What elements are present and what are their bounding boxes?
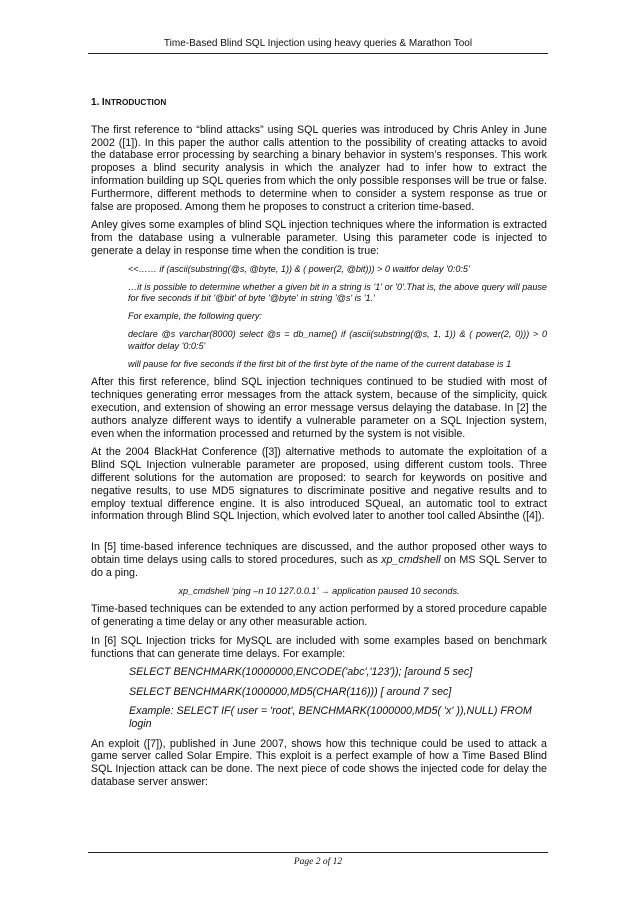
- document-body: [91, 97, 547, 795]
- quote-bit-explanation: …it is possible to determine whether a given bit in a string is '1' or '0'.That is, the above query will pause for five seconds if bit '@bit' of byte '@byte' in string '@s' is '1.': [128, 281, 547, 304]
- code-benchmark-encode: SELECT BENCHMARK(10000000,ENCODE('abc','123')); [around 5 sec]: [129, 666, 473, 679]
- quote-declare-query: declare @s varchar(8000) select @s = db_name() if (ascii(substring(@s, 1, 1)) & ( power(2, 0))) > 0 waitfor delay '0:0:5': [128, 328, 547, 351]
- code-benchmark-example: Example: SELECT IF( user = 'root', BENCHMARK(1000000,MD5( 'x' )),NULL) FROM login: [129, 705, 532, 731]
- quote-for-example: For example, the following query:: [128, 311, 262, 322]
- paragraph-time-inference-start: In [5] time-based inference techniques are discussed, and the author proposed other ways to obtain time delays using calls to stored procedures, such as: [91, 541, 547, 566]
- spacer: [91, 529, 547, 541]
- paragraph-blackhat: At the 2004 BlackHat Conference ([3]) alternative methods to automate the exploitation of a Blind SQL Injection vulnerable parameter are proposed, using different custom tools. Three different solutions for the automation are proposed: to search for keywords on positive and negative results, to use MD5 signatures to discriminate positive and negative results and to employ textual difference engine. It is also introduced SQueal, an automatic tool to extract information through Blind SQL Injection, which evolved later to another tool called Absinthe ([4]).: [91, 446, 547, 523]
- paragraph-anley-examples: Anley gives some examples of blind SQL injection techniques where the information is extracted from the database using a vulnerable parameter. Using this parameter code is injected to generate a delay in response time when the condition is true:: [91, 219, 547, 257]
- section-title-initial: I: [101, 97, 105, 108]
- header-rule: [88, 53, 548, 54]
- code-benchmark-md5: SELECT BENCHMARK(1000000,MD5(CHAR(116))) [ around 7 sec]: [129, 685, 452, 698]
- section-title-rest: NTRODUCTION: [104, 98, 167, 107]
- paragraph-error-techniques: After this first reference, blind SQL injection techniques continued to be studied with most of techniques generating error messages from the attack system, because of the simplicity, quick execution, and extension of showing an error message versus delaying the database. In [2] the authors analyze different ways to identify a vulnerable parameter on a SQL Injection system, even when the information processed and returned by the system is not visible.: [91, 376, 547, 440]
- paragraph-anley-intro: The first reference to “blind attacks” using SQL queries was introduced by Chris Anley in June 2002 ([1]). In this paper the author calls attention to the possibility of creating attacks to avoid the database error processing by searching a binary behavior in system’s responses. This work proposes a blind security analysis in which the analyzer had to infer how to extract the information building up SQL queries from which the only possible responses will be true or false. Furthermore, different methods to determine when to consider a system response as true or false are proposed. Among them he proposes to construct a criterion time-based.: [91, 123, 547, 213]
- section-heading: [91, 97, 547, 110]
- paragraph-time-inference-end: on MS SQL Server to do a ping.: [91, 553, 547, 579]
- quote-waitfor-query: <<…… if (ascii(substring(@s, @byte, 1)) & ( power(2, @bit))) > 0 waitfor delay '0:0:5': [128, 263, 470, 274]
- footer-rule: [88, 852, 548, 853]
- section-number: 1.: [91, 97, 100, 108]
- running-header: Time-Based Blind SQL Injection using heavy queries & Marathon Tool: [163, 38, 473, 49]
- paragraph-time-inference: [91, 541, 547, 579]
- example-ping-command: xp_cmdshell ‘ping –n 10 127.0.0.1’ → application paused 10 seconds.: [178, 585, 460, 596]
- paragraph-time-extension: Time-based techniques can be extended to any action performed by a stored procedure capable of generating a time delay or any other measurable action.: [91, 603, 547, 629]
- page-number: Page 2 of 12: [293, 857, 343, 867]
- xp-cmdshell-term: xp_cmdshell: [381, 553, 441, 566]
- paragraph-mysql-tricks: In [6] SQL Injection tricks for MySQL are included with some examples based on benchmark functions that can generate time delays. For example:: [91, 634, 547, 660]
- paragraph-solar-empire-exploit: An exploit ([7]), published in June 2007, shows how this technique could be used to attack a game server called Solar Empire. This exploit is a perfect example of how a Time Based Blind SQL Injection attack can be done. The next piece of code shows the injected code for delay the database server answer:: [91, 737, 547, 789]
- quote-pause-explanation: will pause for five seconds if the first bit of the first byte of the name of the current database is 1: [128, 358, 512, 369]
